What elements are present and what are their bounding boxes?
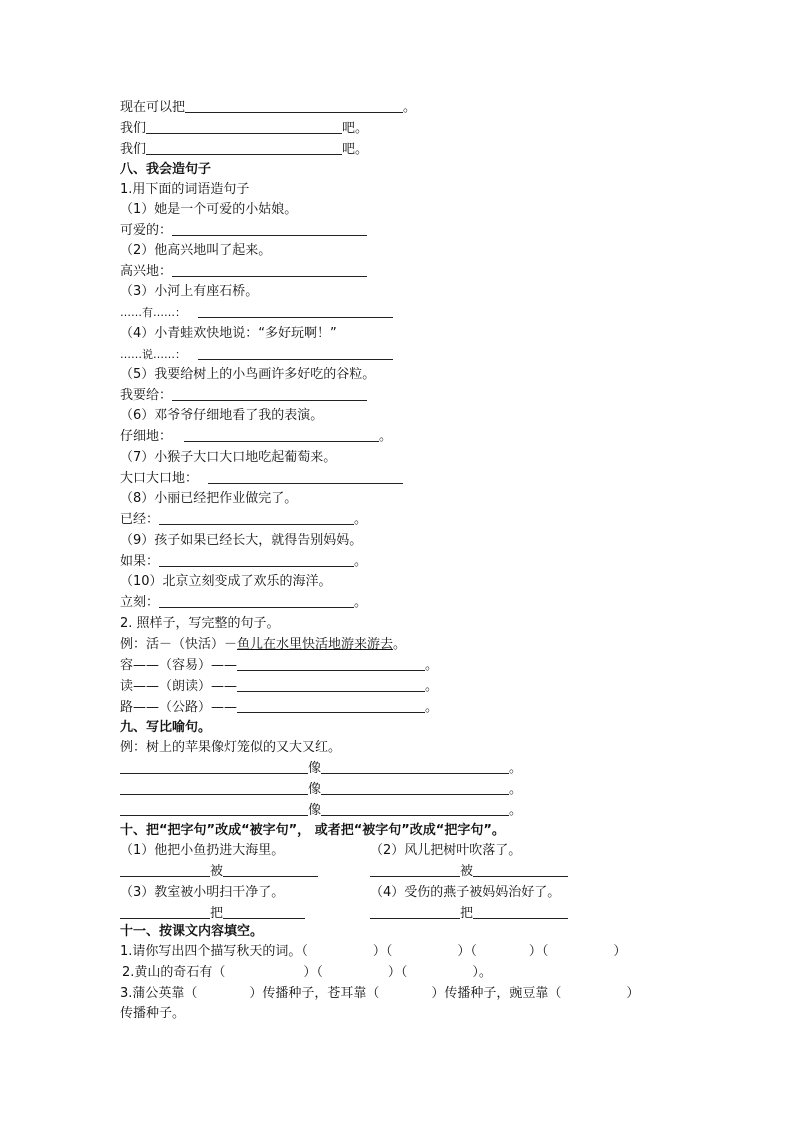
s8-item-6-word: 仔细地： xyxy=(120,429,173,444)
s8-item-2-example: （2）他高兴地叫了起来。 xyxy=(120,243,272,258)
s9-example: 例：树上的苹果像灯笼似的又大又红。 xyxy=(120,740,342,755)
simile-end: 。 xyxy=(509,761,523,776)
s8-item-10-end: 。 xyxy=(354,595,368,610)
ba-word: 把 xyxy=(460,906,474,921)
s8-item-2-answer xyxy=(120,262,367,282)
s8-item-4-answer xyxy=(120,345,393,365)
answer-blank[interactable] xyxy=(208,469,403,484)
answer-blank[interactable] xyxy=(172,262,367,277)
section-8-heading: 八、我会造句子 xyxy=(120,162,212,177)
top-line-1-prefix: 现在可以把 xyxy=(120,100,186,115)
s8-item-8-example: （8）小丽已经把作业做完了。 xyxy=(120,491,298,506)
answer-blank[interactable] xyxy=(370,904,460,919)
s8-item-3-example: （3）小河上有座石桥。 xyxy=(120,284,259,299)
s8-item-1-word: 可爱的： xyxy=(120,223,173,238)
s8-item-5-example: （5）我要给树上的小鸟画许多好吃的谷粒。 xyxy=(120,367,376,382)
s10-q3: （3）教室被小明扫干净了。 xyxy=(120,885,285,900)
answer-blank[interactable] xyxy=(184,427,379,442)
answer-blank[interactable] xyxy=(146,140,342,155)
top-line-2-suffix: 吧。 xyxy=(342,121,369,136)
s10-a4 xyxy=(370,904,568,924)
s8-item-3-answer xyxy=(120,303,393,323)
s10-a3 xyxy=(120,904,305,924)
answer-blank[interactable] xyxy=(159,593,354,608)
pattern-row-end: 。 xyxy=(425,700,439,715)
s10-a2 xyxy=(370,862,568,882)
s11-q3-line2: 传播种子。 xyxy=(120,1006,186,1021)
top-line-1-suffix: 。 xyxy=(403,100,417,115)
s10-q2: （2）风儿把树叶吹落了。 xyxy=(370,843,522,858)
s11-q3-line1: 3.蒲公英靠（ ）传播种子，苍耳靠（ ）传播种子，豌豆靠（ ） xyxy=(120,986,640,1001)
s8-pattern-row-2 xyxy=(120,677,438,697)
answer-blank[interactable] xyxy=(185,98,403,113)
s8-item-9-end: 。 xyxy=(354,554,368,569)
s8-item-1-example: （1）她是一个可爱的小姑娘。 xyxy=(120,202,298,217)
s10-a1 xyxy=(120,862,318,882)
s8-item-8-end: 。 xyxy=(354,512,368,527)
s8-item-8-answer xyxy=(120,510,367,530)
s8-item-9-answer xyxy=(120,552,367,572)
top-line-3-prefix: 我们 xyxy=(120,142,147,157)
top-line-2 xyxy=(120,119,368,139)
s8-item-10-answer xyxy=(120,593,367,613)
answer-blank[interactable] xyxy=(146,119,342,134)
s8-item-5-answer xyxy=(120,386,367,406)
s8-pattern-example xyxy=(120,635,406,655)
answer-blank[interactable] xyxy=(120,862,210,877)
answer-blank[interactable] xyxy=(237,677,425,692)
answer-blank[interactable] xyxy=(321,801,509,816)
top-line-3-suffix: 吧。 xyxy=(342,142,369,157)
ba-word: 把 xyxy=(210,906,224,921)
simile-mid: 像 xyxy=(308,782,322,797)
section-8-sub1: 1.用下面的词语造句子 xyxy=(120,182,250,197)
s8-item-3-word: ……有……： xyxy=(120,306,186,319)
bei-word: 被 xyxy=(210,864,224,879)
answer-blank[interactable] xyxy=(120,801,308,816)
s10-q1: （1）他把小鱼扔进大海里。 xyxy=(120,843,285,858)
pattern-example-prefix: 例：活－（快活）－ xyxy=(120,637,238,652)
s8-item-5-word: 我要给： xyxy=(120,388,173,403)
s8-pattern-row-1 xyxy=(120,656,438,676)
simile-mid: 像 xyxy=(308,803,322,818)
s8-item-10-word: 立刻： xyxy=(120,595,160,610)
pattern-row-label: 路——（公路）—— xyxy=(120,700,238,715)
s8-item-2-word: 高兴地： xyxy=(120,264,173,279)
answer-blank[interactable] xyxy=(120,759,308,774)
s11-q1: 1.请你写出四个描写秋天的词。（ ）（ ）（ ）（ ） xyxy=(120,944,627,959)
s8-pattern-row-3 xyxy=(120,698,438,718)
answer-blank[interactable] xyxy=(159,510,354,525)
simile-end: 。 xyxy=(509,803,523,818)
answer-blank[interactable] xyxy=(370,862,460,877)
answer-blank[interactable] xyxy=(321,759,509,774)
section-10-heading: 十、把“把字句”改成“被字句”， 或者把“被字句”改成“把字句”。 xyxy=(120,823,505,838)
answer-blank[interactable] xyxy=(198,303,393,318)
answer-blank[interactable] xyxy=(120,780,308,795)
top-line-3 xyxy=(120,140,368,160)
bei-word: 被 xyxy=(460,864,474,879)
answer-blank[interactable] xyxy=(321,780,509,795)
s8-item-1-answer xyxy=(120,221,367,241)
s8-item-10-example: （10）北京立刻变成了欢乐的海洋。 xyxy=(120,574,332,589)
simile-end: 。 xyxy=(509,782,523,797)
s8-item-7-word: 大口大口地： xyxy=(120,471,199,486)
s8-item-6-end: 。 xyxy=(379,429,393,444)
section-11-heading: 十一、按课文内容填空。 xyxy=(120,924,264,939)
simile-row-3 xyxy=(120,801,522,821)
s8-item-7-answer xyxy=(120,469,403,489)
answer-blank[interactable] xyxy=(237,656,425,671)
answer-blank[interactable] xyxy=(172,221,367,236)
s8-item-6-answer xyxy=(120,427,392,447)
pattern-row-end: 。 xyxy=(425,679,439,694)
s8-item-4-word: ……说……： xyxy=(120,348,186,361)
s8-item-9-example: （9）孩子如果已经长大，就得告别妈妈。 xyxy=(120,533,363,548)
pattern-example-sentence: 鱼儿在水里快活地游来游去 xyxy=(237,637,394,652)
pattern-row-label: 容——（容易）—— xyxy=(120,658,238,673)
s8-item-9-word: 如果： xyxy=(120,554,160,569)
answer-blank[interactable] xyxy=(473,904,568,919)
s8-item-8-word: 已经： xyxy=(120,512,160,527)
section-9-heading: 九、写比喻句。 xyxy=(120,720,212,735)
answer-blank[interactable] xyxy=(198,345,393,360)
answer-blank[interactable] xyxy=(473,862,568,877)
section-8-sub2: 2. 照样子，写完整的句子。 xyxy=(120,616,280,631)
s10-q4: （4）受伤的燕子被妈妈治好了。 xyxy=(370,885,561,900)
s11-q2: 2.黄山的奇石有（ ）（ ）（ ）。 xyxy=(122,965,492,980)
answer-blank[interactable] xyxy=(159,552,354,567)
answer-blank[interactable] xyxy=(120,904,210,919)
s8-item-6-example: （6）邓爷爷仔细地看了我的表演。 xyxy=(120,408,324,423)
answer-blank[interactable] xyxy=(223,862,318,877)
pattern-row-end: 。 xyxy=(425,658,439,673)
simile-row-2 xyxy=(120,780,522,800)
simile-row-1 xyxy=(120,759,522,779)
s8-item-4-example: （4）小青蛙欢快地说：“多好玩啊！” xyxy=(120,326,337,341)
pattern-row-label: 读——（朗读）—— xyxy=(120,679,238,694)
s8-item-7-example: （7）小猴子大口大口地吃起葡萄来。 xyxy=(120,450,337,465)
top-line-2-prefix: 我们 xyxy=(120,121,147,136)
answer-blank[interactable] xyxy=(172,386,367,401)
pattern-example-suffix: 。 xyxy=(393,637,407,652)
answer-blank[interactable] xyxy=(237,698,425,713)
top-line-1 xyxy=(120,98,416,118)
answer-blank[interactable] xyxy=(223,904,305,919)
simile-mid: 像 xyxy=(308,761,322,776)
